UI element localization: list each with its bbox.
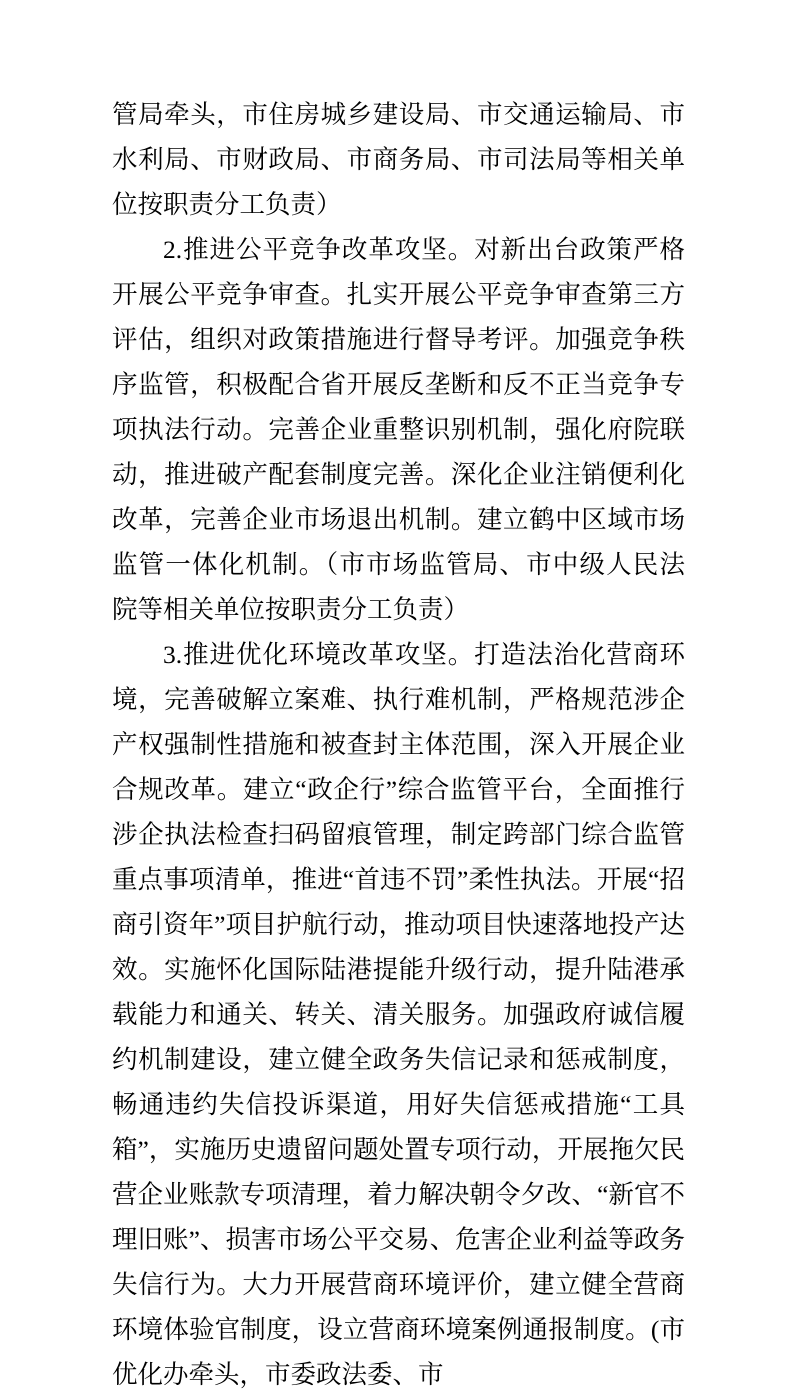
paragraph-continuation: 管局牵头，市住房城乡建设局、市交通运输局、市水利局、市财政局、市商务局、市司法局等相关单位按职责分工负责） — [112, 100, 685, 219]
paragraph-item-3: 3.推进优化环境改革攻坚。打造法治化营商环境，完善破解立案难、执行难机制，严格规范涉企产权强制性措施和被查封主体范围，深入开展企业合规改革。建立“政企行”综合监管平台，全面推行涉企执法检查扫码留痕管理，制定跨部门综合监管重点事项清单，推进“首违不罚”柔性执法。开展“招商引资年”项目护航行动，推动项目快速落地投产达效。实施怀化国际陆港提能升级行动，提升陆港承载能力和通关、转关、清关服务。加强政府诚信履约机制建设，建立健全政务失信记录和惩戒制度，畅通违约失信投诉渠道，用好失信惩戒措施“工具箱”，实施历史遗留问题处置专项行动，开展拖欠民营企业账款专项清理，着力解决朝令夕改、“新官不理旧账”、损害市场公平交易、危害企业利益等政务失信行为。大力开展营商环境评价，建立健全营商环境体验官制度，设立营商环境案例通报制度。(市优化办牵头，市委政法委、市 — [112, 640, 685, 1389]
document-body — [112, 92, 685, 1397]
paragraph-item-2: 2.推进公平竞争改革攻坚。对新出台政策严格开展公平竞争审查。扎实开展公平竞争审查第三方评估，组织对政策措施进行督导考评。加强竞争秩序监管，积极配合省开展反垄断和反不正当竞争专项执法行动。完善企业重整识别机制，强化府院联动，推进破产配套制度完善。深化企业注销便利化改革，完善企业市场退出机制。建立鹤中区域市场监管一体化机制。（市市场监管局、市中级人民法院等相关单位按职责分工负责） — [112, 235, 685, 624]
